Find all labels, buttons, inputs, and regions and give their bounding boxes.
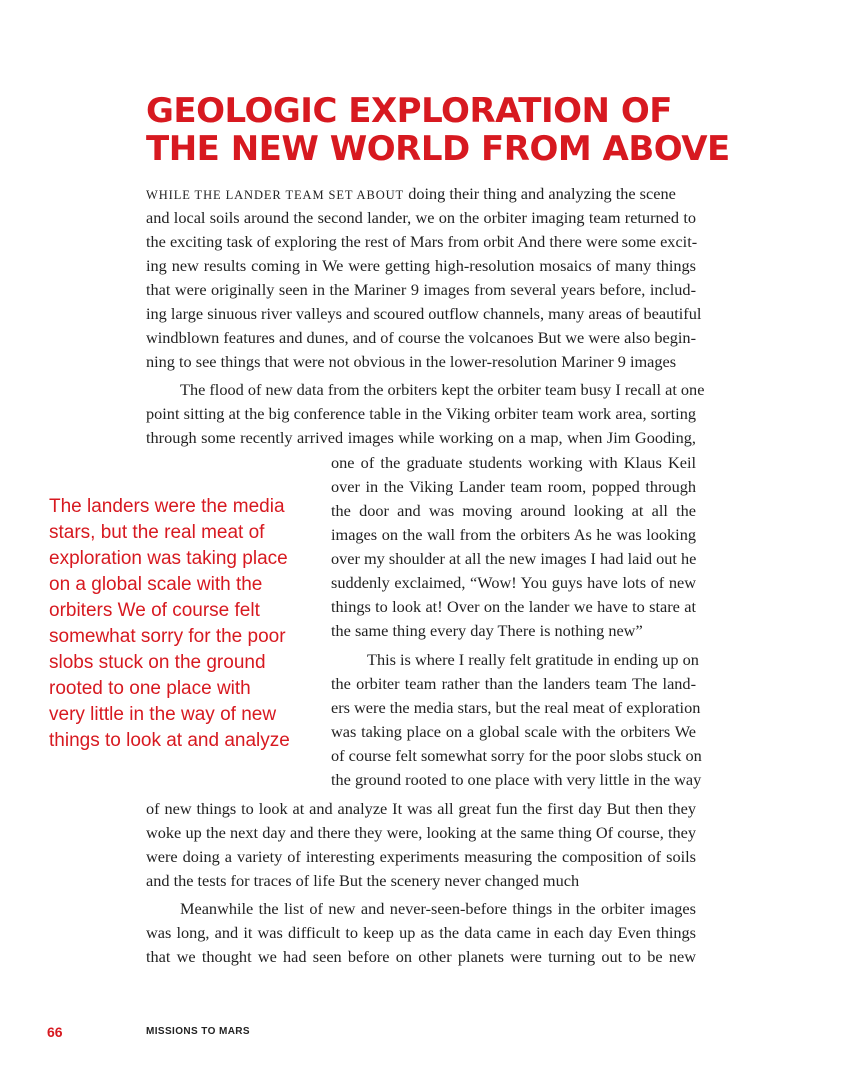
body-line: one of the graduate students working with Klaus Keil — [331, 453, 696, 472]
title-line-1: GEOLOGIC EXPLORATION OF — [146, 91, 672, 131]
page-number: 66 — [47, 1024, 63, 1040]
pull-quote-line: rooted to one place with — [49, 678, 251, 699]
body-line: of new things to look at and analyze It was all great fun the first day But then they — [146, 799, 696, 818]
body-line: over my shoulder at all the new images I had laid out he — [331, 549, 697, 568]
body-line: the door and was moving around looking at all the — [331, 501, 696, 520]
pull-quote-line: slobs stuck on the ground — [49, 652, 266, 673]
title-line-2: THE NEW WORLD FROM ABOVE — [146, 129, 730, 169]
body-line: This is where I really felt gratitude in ending up on — [367, 650, 699, 669]
body-line: the same thing every day There is nothing new” — [331, 621, 643, 640]
body-line: of course felt somewhat sorry for the poor slobs stuck on — [331, 746, 702, 765]
body-line: were doing a variety of interesting experiments measuring the composition of soils — [146, 847, 696, 866]
pull-quote-line: stars, but the real meat of — [49, 522, 265, 543]
body-line: point sitting at the big conference table in the Viking orbiter team work area, sorting — [146, 404, 696, 423]
pull-quote-line: somewhat sorry for the poor — [49, 626, 286, 647]
pull-quote-line: The landers were the media — [49, 496, 285, 517]
body-line: that we thought we had seen before on other planets were turning out to be new — [146, 947, 696, 966]
body-line: images on the wall from the orbiters As he was looking — [331, 525, 696, 544]
body-line — [146, 182, 696, 207]
body-line: woke up the next day and there they were, looking at the same thing Of course, they — [146, 823, 696, 842]
body-line: the ground rooted to one place with very little in the way — [331, 770, 702, 789]
running-title: MISSIONS TO MARS — [146, 1026, 251, 1037]
body-line: The flood of new data from the orbiters kept the orbiter team busy I recall at one — [180, 380, 705, 399]
lead-in-smallcaps: WHILE THE LANDER TEAM SET ABOUT — [146, 188, 405, 202]
body-line: things to look at! Over on the lander we have to stare at — [331, 597, 696, 616]
body-line: Meanwhile the list of new and never-seen-before things in the orbiter images — [180, 899, 696, 918]
pull-quote-line: orbiters We of course felt — [49, 600, 260, 621]
body-line: the orbiter team rather than the landers team The land- — [331, 674, 696, 693]
body-line: was taking place on a global scale with the orbiters We — [331, 722, 696, 741]
body-line: over in the Viking Lander team room, popped through — [331, 477, 696, 496]
article-title — [146, 92, 766, 168]
body-line: ing large sinuous river valleys and scoured outflow channels, many areas of beautiful — [146, 304, 702, 323]
body-line: was long, and it was difficult to keep up as the data came in each day Even things — [146, 923, 696, 942]
pull-quote-line: on a global scale with the — [49, 574, 263, 595]
body-line: windblown features and dunes, and of course the volcanoes But we were also begin- — [146, 328, 696, 347]
lead-in-rest: doing their thing and analyzing the scene — [408, 184, 676, 203]
body-line: ers were the media stars, but the real meat of exploration — [331, 698, 701, 717]
body-line: through some recently arrived images while working on a map, when Jim Gooding, — [146, 428, 696, 447]
pull-quote-line: very little in the way of new — [49, 704, 277, 725]
body-line: suddenly exclaimed, “Wow! You guys have lots of new — [331, 573, 696, 592]
pull-quote — [49, 494, 309, 754]
body-line: and the tests for traces of life But the scenery never changed much — [146, 871, 580, 890]
body-line: ing new results coming in We were getting high-resolution mosaics of many things — [146, 256, 696, 275]
pull-quote-line: exploration was taking place — [49, 548, 288, 569]
body-line: and local soils around the second lander, we on the orbiter imaging team returned to — [146, 208, 696, 227]
body-line: ning to see things that were not obvious in the lower-resolution Mariner 9 images — [146, 352, 677, 371]
pull-quote-line: things to look at and analyze — [49, 730, 290, 751]
body-line: that were originally seen in the Mariner 9 images from several years before, includ- — [146, 280, 696, 299]
body-line: the exciting task of exploring the rest of Mars from orbit And there were some excit- — [146, 232, 698, 251]
